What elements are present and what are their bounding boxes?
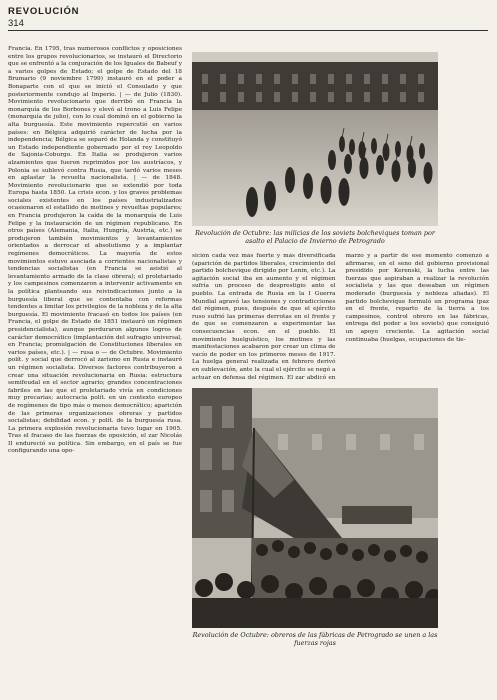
right-columns-text: sición cada vez más fuerte y más diversificada (aparición de partidos liberales, crecimiento del partido bolchevique dirigido por Lenin, etc.). La agitación social iba en aumento y el régimen sufría un proceso de desprestigio ante el pueblo. La entrada de Rusia en la I Guerra Mundial agravó las tensiones y contradicciones del régimen, pues, después de que el ejército ruso sufrió las primeras derrotas en el frente y de que se comenzaron a experimentar las consecuencias econ. en el pueblo. El movimiento huelguístico, los motines y las manifestaciones acabaron por crear un clima de vacío de poder en los primeros meses de 1917. La huelga general realizada en febrero derivó en sublevación, ante la cual el ejército se negó a actuar en defensa del régimen. El zar abdicó en marzo y a partir de ese momento comenzó a afirmarse, en el seno del gobierno provisional presidido por Kerenski, la lucha entre las fuerzas que aspiraban a realizar la revolución socialista y las que deseaban un régimen moderado (burguesía y nobleza aliadas). El partido bolchevique formuló un programa (paz en el frente, reparto de la tierra a los campesinos, control obrero en las fábricas, entrega del poder a los soviets) que consiguió un apoyo creciente. La agitación social continuaba (huelgas, ocupaciones de tie- — [192, 253, 489, 381]
photo-petrograd-workers — [192, 388, 438, 628]
left-column-text: Francia. En 1795, tras numerosos conflictos y oposiciones entre los grupos revolucionarios, se instauró el Directorio que se enfrentó a la conjuración de los Iguales de Babeuf y a varios golpes de Estado; el golpe de Estado del 18 Brumario (9 noviembre 1799) instauró en el poder a Bonaparte con el que se inició el Consulado y que posteriormente condujo al Imperio. | — de Julio (1830). Movimiento revolucionario que derribó en Francia la monarquía de los Borbones y elevó al trono a Luis Felipe (monarquía de julio), con lo cual dominó en el gobierno la alta burguesía. Este movimiento repercutió en varios países: en Bélgica adquirió carácter de lucha por la independencia; Bélgica se separó de Holanda y constituyó un Estado independiente gobernado por el rey Leopoldo de Sajonia-Coburgo. En Italia se produjeron varios alzamientos que fueron reprimidos por los austríacos, y Polonia se sublevó contra Rusia, que tardó varios meses en aplastar la revuelta nacionalista. | — de 1848. Movimiento revolucionario que se extendió por toda Europa hasta 1850. La crisis econ. y los graves problemas sociales existentes en los países industrializados ocasionaron el estallido de motines y revueltas populares; en Francia produjeron la caída de la monarquía de Luis Felipe y la instauración de un régimen republicano. En otros países (Alemania, Italia, Hungría, Austria, etc.) se produjeron también movimientos y levantamientos orientados a derrocar el absolutismo y a implantar regímenes democráticos. La mayoría de estos movimientos estuvo asociada a corrientes nacionalistas y tendencias socialistas (en Francia se asistió al levantamiento armado de la clase obrera); el proletariado y los campesinos comenzaron a intervenir activamente en la política planteando sus reivindicaciones junto a la burguesía liberal que se contentaba con reformas tendentes a limitar los privilegios de la nobleza y de la alta burguesía. El movimiento fracasó en todos los países (en Francia, el golpe de Estado de 1851 instauró un régimen presidencialista), aunque perduraron algunos logros de carácter democrático (implantación del sufragio universal, en Francia; promulgación de Constituciones liberales en varios países, etc.). | — rusa o — de Octubre. Movimiento polít. y social que derrocó al zarismo en Rusia e instauró un régimen socialista. Diversos factores contribuyeron a crear una situación revolucionaria en Rusia: estructura semifeudal en el sector agrario; grandes concentraciones fabriles en las que el proletariado vivía en condiciones muy precarias; autocracia polít. en un contexto europeo de regímenes de tipo más o menos democrático; aparición de las primeras organizaciones obreras y partidos socialistas; debilidad econ. y polít. de la burguesía rusa. La primera explosión revolucionaria tuvo lugar en 1905. Tras el fracaso de las fuerzas de oposición, el zar Nicolás II endureció su política. Sin embargo, en el país se fue configurando una opo- — [8, 46, 182, 455]
page-number: 314 — [8, 18, 24, 29]
caption-petrograd-workers: Revolución de Octubre: obreros de las fábricas de Petrogrado se unen a las fuerzas rojas — [192, 631, 438, 648]
caption-winter-palace: Revolución de Octubre: las milicias de los soviets bolcheviques toman por asalto el Palacio de Invierno de Petrogrado — [195, 229, 435, 246]
photo-winter-palace — [192, 52, 438, 226]
right-text-columns — [192, 253, 489, 383]
header-rule — [8, 30, 488, 31]
page-header — [8, 6, 488, 29]
left-text-column — [8, 46, 182, 696]
running-head: REVOLUCIÓN — [8, 6, 80, 17]
